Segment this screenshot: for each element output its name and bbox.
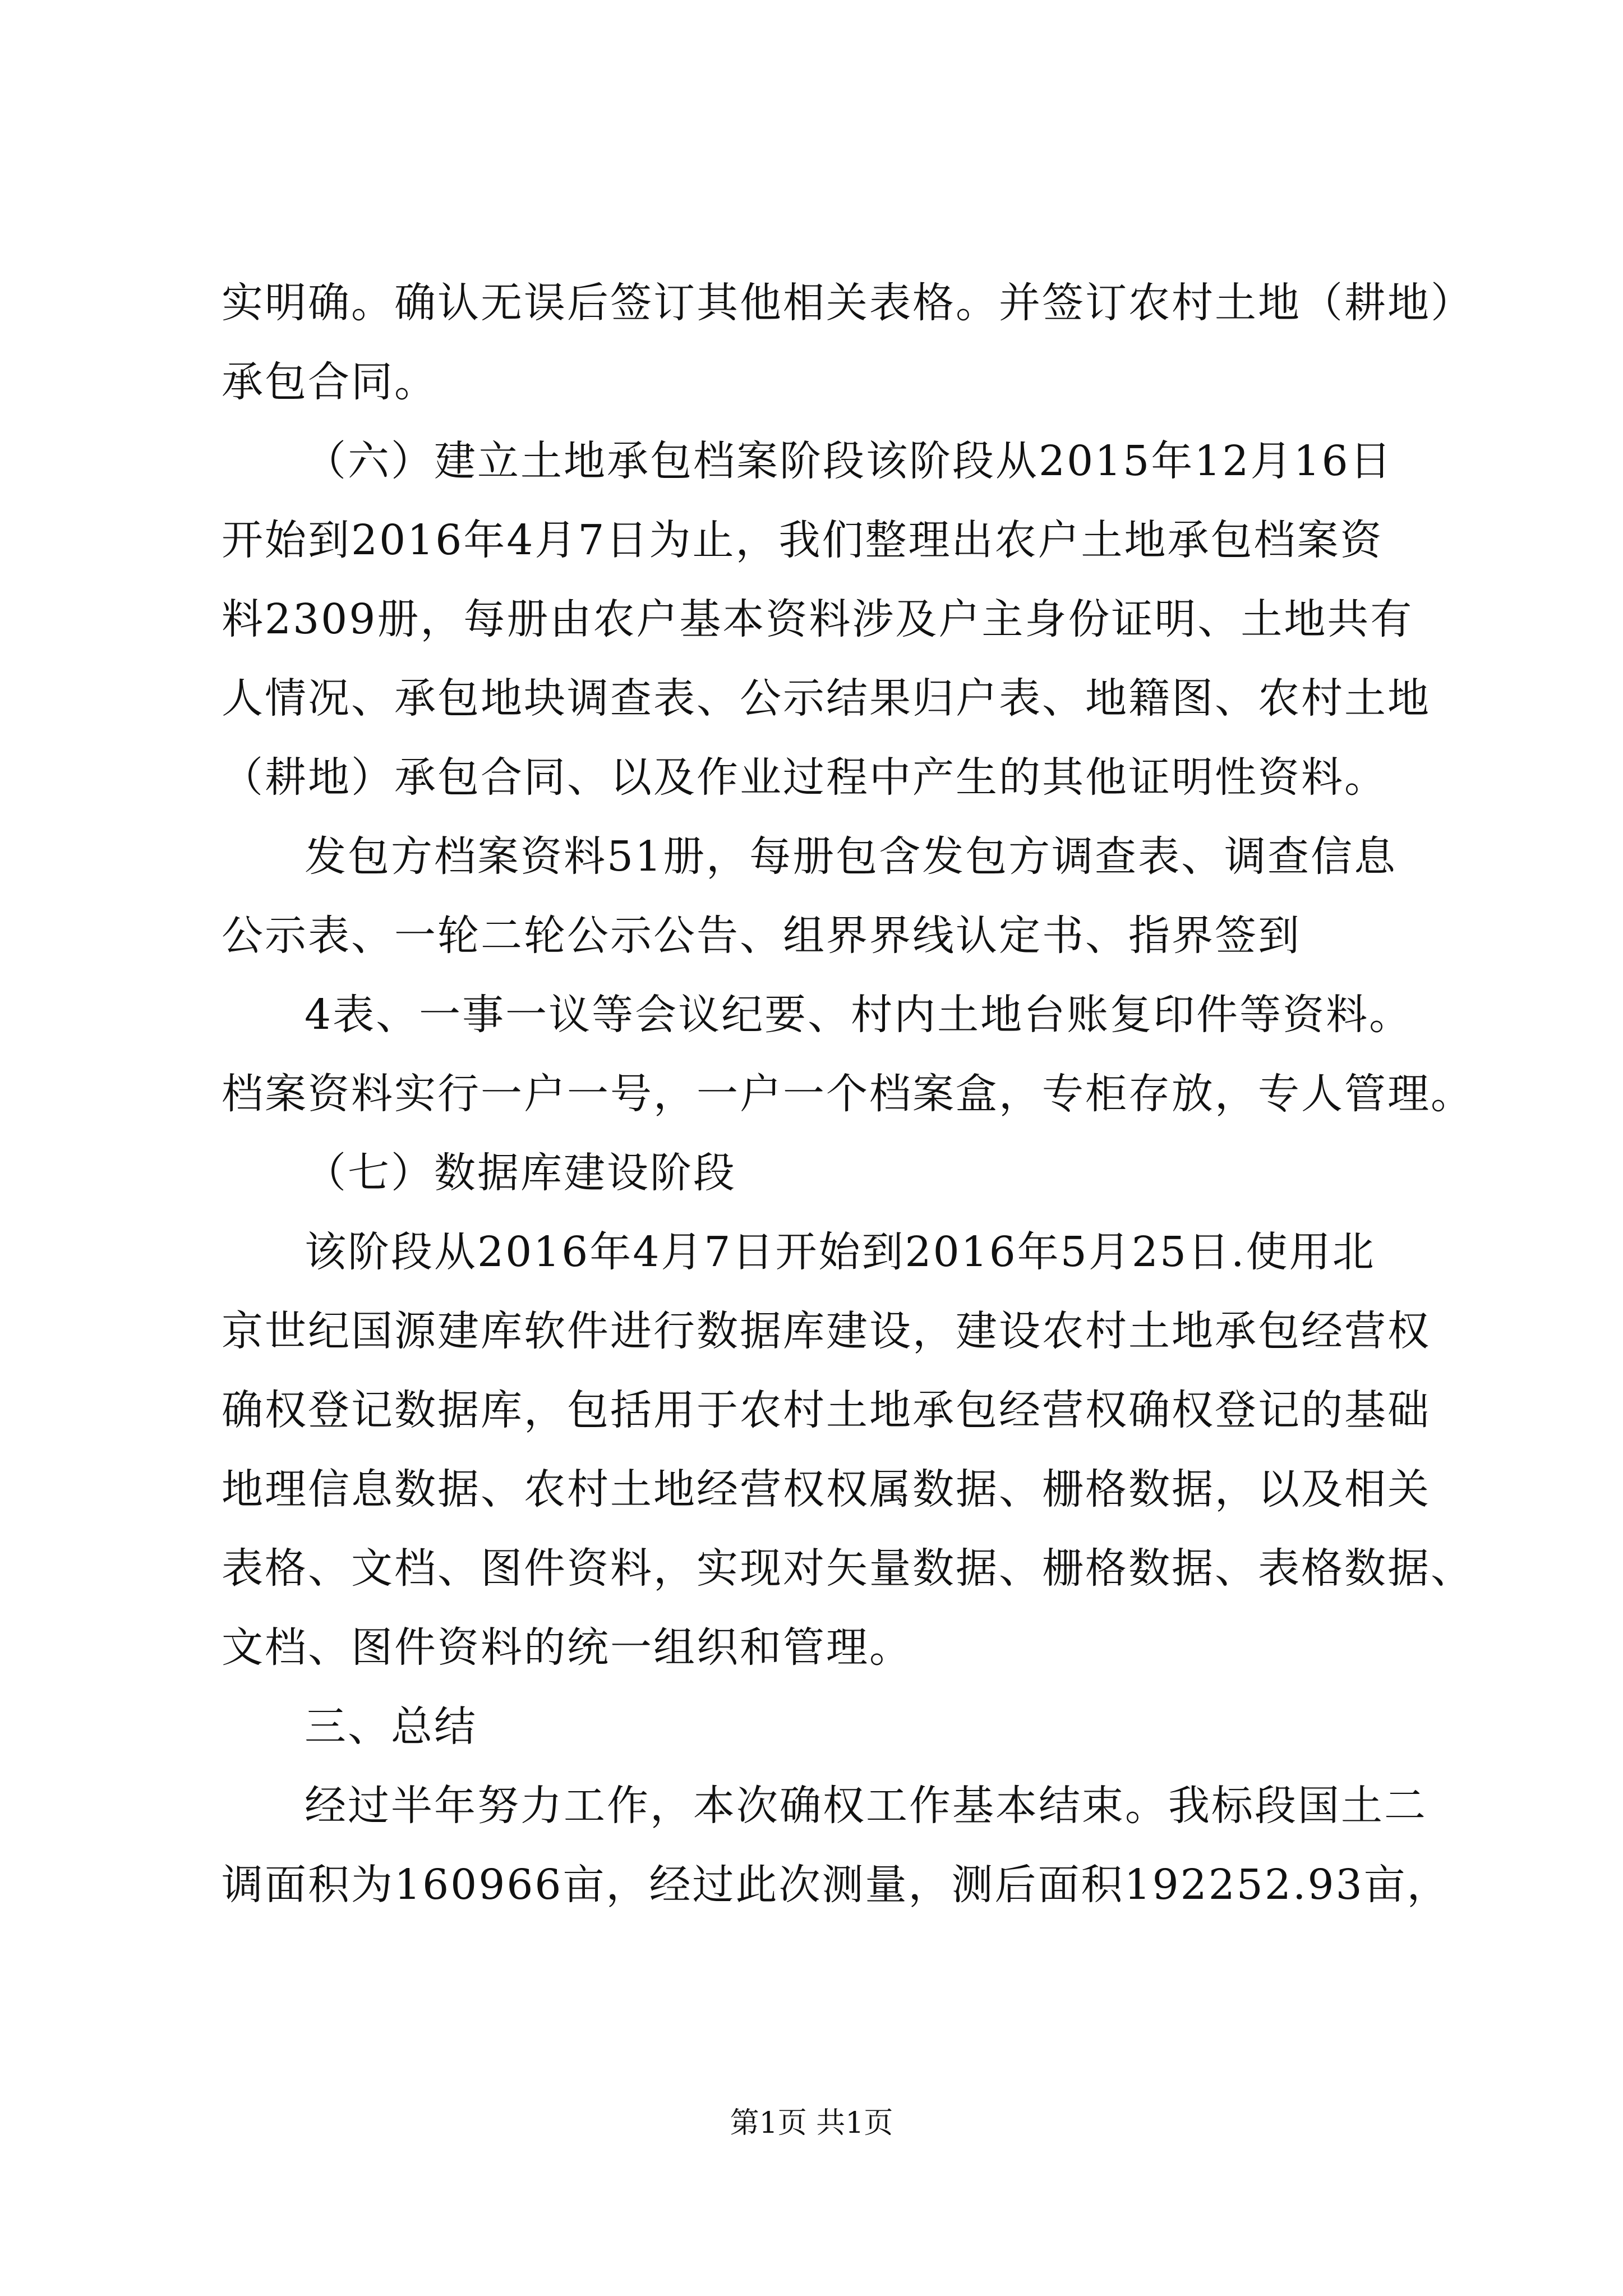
page-footer bbox=[0, 2101, 1623, 2146]
text-line: 地理信息数据、农村土地经营权权属数据、栅格数据，以及相关 bbox=[222, 1465, 1431, 1513]
text-line: 表格、文档、图件资料，实现对矢量数据、栅格数据、表格数据、 bbox=[222, 1544, 1474, 1593]
text-line: 调面积为160966亩，经过此次测量，测后面积192252.93亩， bbox=[222, 1861, 1450, 1909]
text-line: 人情况、承包地块调查表、公示结果归户表、地籍图、农村土地 bbox=[222, 674, 1431, 723]
section-heading: （七）数据库建设阶段 bbox=[305, 1149, 736, 1197]
text-line: 开始到2016年4月7日为止，我们整理出农户土地承包档案资 bbox=[222, 516, 1384, 564]
document-body bbox=[222, 264, 1474, 1925]
paragraph-start-line: 4表、一事一议等会议纪要、村内土地台账复印件等资料。 bbox=[305, 991, 1413, 1039]
text-line: 京世纪国源建库软件进行数据库建设，建设农村土地承包经营权 bbox=[222, 1307, 1431, 1355]
text-line: 文档、图件资料的统一组织和管理。 bbox=[222, 1623, 912, 1672]
section-heading: 三、总结 bbox=[305, 1703, 477, 1751]
text-line: 确权登记数据库，包括用于农村土地承包经营权确权登记的基础 bbox=[222, 1386, 1431, 1434]
paragraph-start-line: 该阶段从2016年4月7日开始到2016年5月25日.使用北 bbox=[305, 1228, 1376, 1276]
text-line: 实明确。确认无误后签订其他相关表格。并签订农村土地（耕地） bbox=[222, 279, 1474, 327]
page-number: 第1页 共1页 bbox=[730, 2106, 893, 2140]
text-line: 料2309册，每册由农户基本资料涉及户主身份证明、土地共有 bbox=[222, 595, 1414, 643]
text-line: 档案资料实行一户一号，一户一个档案盒，专柜存放，专人管理。 bbox=[222, 1070, 1474, 1118]
paragraph-start-line: （六）建立土地承包档案阶段该阶段从2015年12月16日 bbox=[305, 437, 1393, 485]
text-line: 公示表、一轮二轮公示公告、组界界线认定书、指界签到 bbox=[222, 912, 1301, 960]
paragraph-start-line: 经过半年努力工作，本次确权工作基本结束。我标段国土二 bbox=[305, 1782, 1427, 1830]
paragraph-start-line: 发包方档案资料51册，每册包含发包方调查表、调查信息 bbox=[305, 832, 1398, 881]
text-line: 承包合同。 bbox=[222, 358, 437, 406]
text-line: （耕地）承包合同、以及作业过程中产生的其他证明性资料。 bbox=[222, 753, 1387, 802]
